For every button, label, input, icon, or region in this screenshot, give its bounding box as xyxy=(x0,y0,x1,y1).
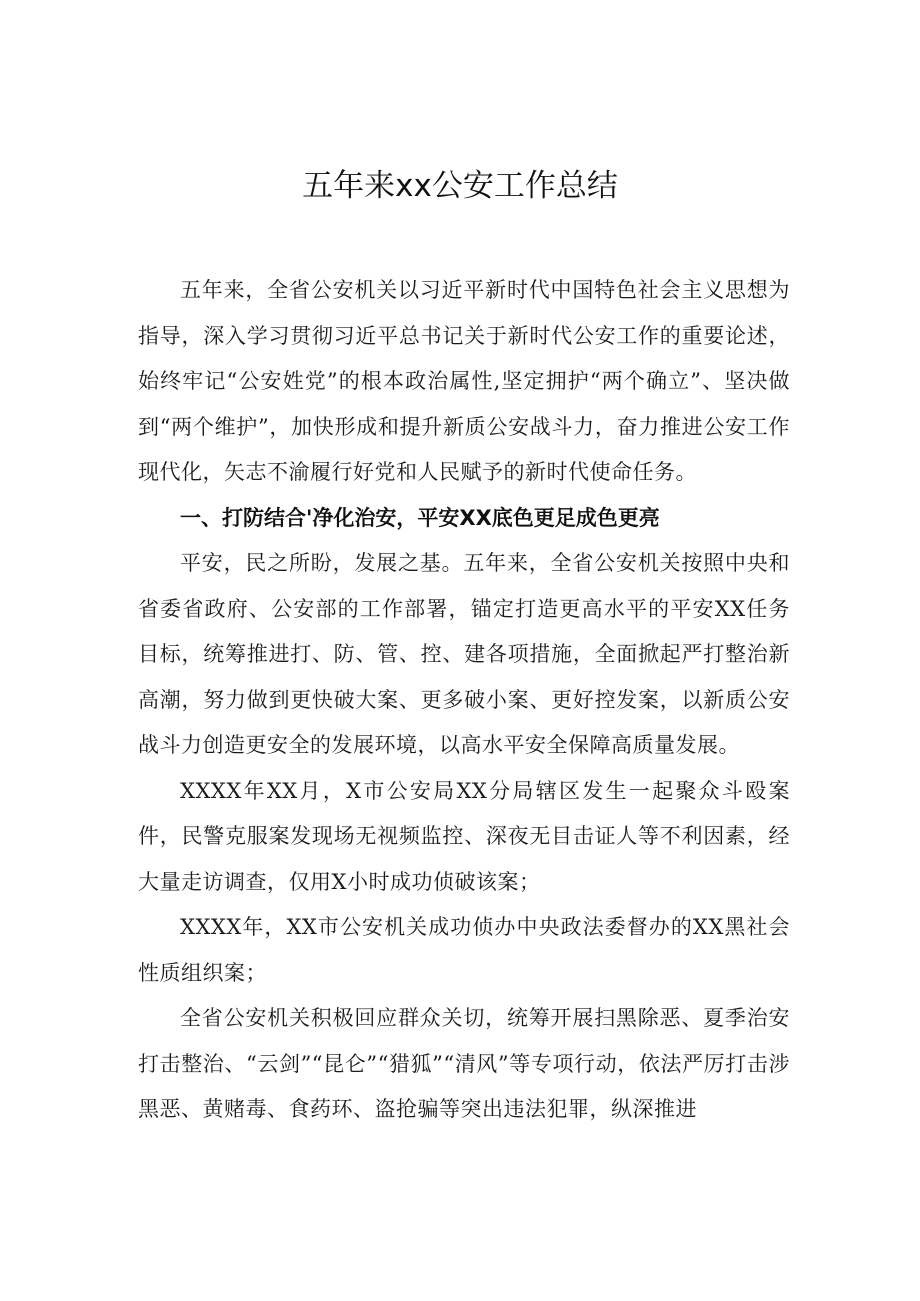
section1-paragraph-4: 全省公安机关积极回应群众关切，统筹开展扫黑除恶、夏季治安打击整治、“云剑”“昆仑”“猎狐”“清风”等专项行动，依法严厉打击涉黑恶、黄赌毒、食药环、盗抢骗等突出违法犯罪，纵深推进 xyxy=(138,1006,790,1121)
document-body xyxy=(138,268,790,1133)
section1-paragraph-3: XXXX年，XX市公安机关成功侦办中央政法委督办的XX黑社会性质组织案； xyxy=(138,915,790,985)
section1-paragraph-2: XXXX年XX月，X市公安局XX分局辖区发生一起聚众斗殴案件，民警克服案发现场无视频监控、深夜无目击证人等不利因素，经大量走访调查，仅用X小时成功侦破该案； xyxy=(138,778,790,894)
document-title: 五年来xx公安工作总结 xyxy=(302,168,618,204)
section-heading-1: 一、打防结合'净化治安，平安XX底色更足成色更亮 xyxy=(180,505,660,530)
intro-paragraph: 五年来，全省公安机关以习近平新时代中国特色社会主义思想为指导，深入学习贯彻习近平总书记关于新时代公安工作的重要论述，始终牢记“公安姓党”的根本政治属性,坚定拥护“两个确立”、坚决做到“两个维护”，加快形成和提升新质公安战斗力，奋力推进公安工作现代化，矢志不渝履行好党和人民赋予的新时代使命任务。 xyxy=(138,278,790,484)
section1-paragraph-1: 平安，民之所盼，发展之基。五年来，全省公安机关按照中央和省委省政府、公安部的工作部署，锚定打造更高水平的平安XX任务目标，统筹推进打、防、管、控、建各项措施，全面掀起严打整治新高潮，努力做到更快破大案、更多破小案、更好控发案，以新质公安战斗力创造更安全的发展环境，以高水平安全保障高质量发展。 xyxy=(138,551,790,757)
